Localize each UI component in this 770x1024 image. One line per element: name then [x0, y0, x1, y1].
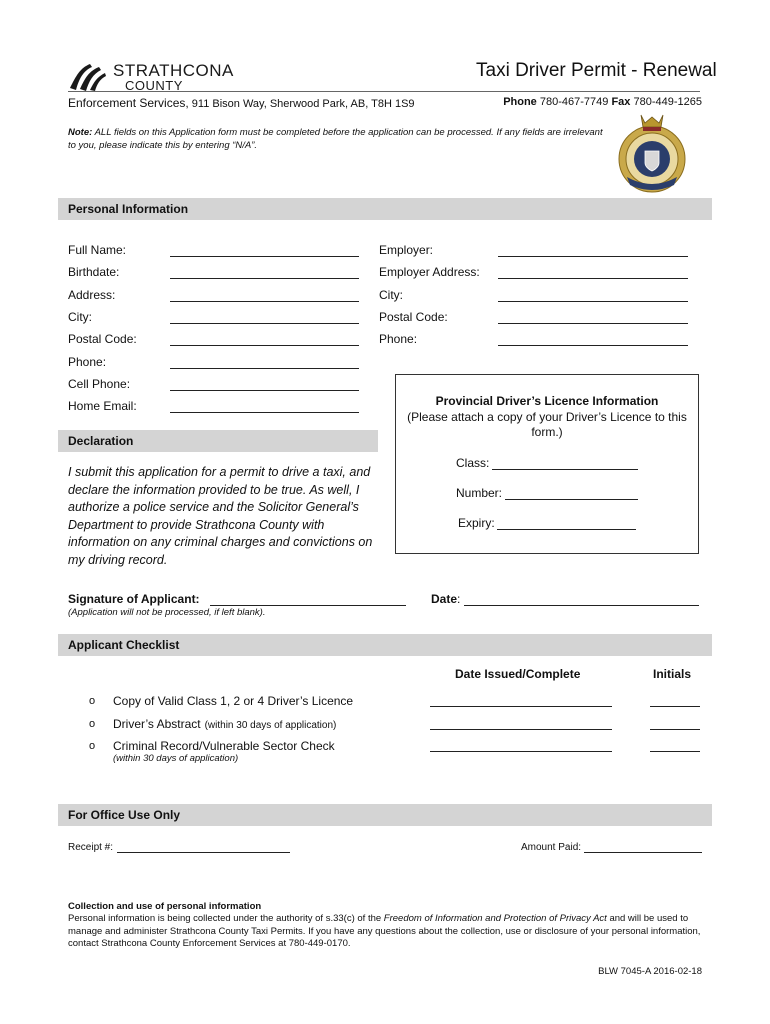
licence-box-title: Provincial Driver’s Licence Information: [435, 394, 659, 408]
collection-text-after: and will be used to manage and administer Strathcona County Taxi Permits. If you have any questions about the collection, use or disclosure of your personal information, contact Strathcona County Enforcement Services at 780-449-0170.: [68, 913, 701, 949]
fax-number: 780-449-1265: [633, 96, 702, 108]
checklist-item-label: Driver’s Abstract: [113, 716, 201, 731]
licence-number-label: Number:: [456, 486, 503, 500]
signature-label: Signature of Applicant:: [68, 592, 200, 606]
employer-field-label: Postal Code:: [379, 309, 448, 324]
collection-heading: Collection and use of personal information: [68, 901, 262, 912]
personal-field-label: Cell Phone:: [68, 376, 131, 391]
checklist-bullet-icon[interactable]: o: [89, 695, 96, 707]
personal-field-input[interactable]: [170, 256, 359, 257]
checklist-item-label: Criminal Record/Vulnerable Sector Check: [113, 739, 335, 753]
checklist-bullet-icon[interactable]: o: [89, 740, 96, 752]
personal-field-label: Full Name:: [68, 243, 127, 257]
checklist-initials-field[interactable]: [650, 706, 700, 707]
licence-number-field[interactable]: [505, 499, 638, 500]
date-label-text: Date: [431, 592, 458, 606]
employer-field-input[interactable]: [498, 278, 688, 279]
office-use-header: For Office Use Only: [58, 804, 712, 826]
note-label: Note:: [68, 127, 93, 138]
amount-paid-field[interactable]: [584, 852, 702, 853]
date-label-colon: :: [457, 592, 461, 606]
employer-field-input[interactable]: [498, 345, 688, 346]
personal-field-input[interactable]: [170, 278, 359, 279]
strathcona-logo-icon: [68, 62, 106, 92]
declaration-header: Declaration: [58, 430, 378, 452]
licence-expiry-field[interactable]: [497, 529, 636, 530]
personal-field-input[interactable]: [170, 412, 359, 413]
collection-text: [68, 913, 708, 951]
employer-field-input[interactable]: [498, 301, 688, 302]
declaration-text: I submit this application for a permit to drive a taxi, and declare the information provided to be true. As well, I authorize a police service and the Solicitor General’s Department to provide Strathcona County with information on any criminal charges and convictions on my driving record.: [68, 465, 373, 567]
personal-info-header: Personal Information: [58, 198, 712, 220]
personal-field-input[interactable]: [170, 301, 359, 302]
licence-box-subtitle: (Please attach a copy of your Driver’s Licence to this form.): [407, 410, 687, 439]
personal-field-input[interactable]: [170, 368, 359, 369]
licence-expiry-label: Expiry:: [458, 516, 495, 530]
collection-text-before: Personal information is being collected under the authority of s.33(c) of the: [68, 913, 382, 924]
employer-field-label: Employer Address:: [379, 265, 480, 280]
date-label: [431, 592, 460, 606]
date-issued-column-header: Date Issued/Complete: [455, 667, 581, 681]
checklist-date-field[interactable]: [430, 706, 612, 707]
checklist-initials-field[interactable]: [650, 751, 700, 752]
receipt-label: Receipt #:: [68, 842, 114, 853]
instruction-note: [68, 126, 608, 152]
date-field[interactable]: [464, 605, 699, 606]
checklist-date-field[interactable]: [430, 751, 612, 752]
form-code: BLW 7045-A 2016-02-18: [598, 966, 702, 977]
act-name: Freedom of Information and Protection of Privacy Act: [383, 913, 607, 924]
org-subname: COUNTY: [125, 78, 183, 93]
checklist-initials-field[interactable]: [650, 729, 700, 730]
form-title: Taxi Driver Permit - Renewal: [476, 60, 717, 81]
note-text: ALL fields on this Application form must be completed before the application can be processed. If any fields are irrelevant to you, please indicate this by entering “N/A”.: [68, 127, 603, 151]
personal-field-label: Address:: [68, 287, 116, 302]
employer-field-input[interactable]: [498, 323, 688, 324]
checklist-item-note: (within 30 days of application): [113, 753, 239, 764]
signature-field[interactable]: [210, 605, 406, 606]
department-name: Enforcement Services,: [68, 96, 189, 110]
checklist-header: Applicant Checklist: [58, 634, 712, 656]
contact-numbers: [503, 96, 702, 108]
checklist-date-field[interactable]: [430, 729, 612, 730]
header-divider: [68, 91, 700, 92]
street-address: 911 Bison Way, Sherwood Park, AB, T8H 1S9: [191, 98, 415, 110]
checklist-item: [113, 739, 335, 753]
checklist-item-label: Copy of Valid Class 1, 2 or 4 Driver’s Licence: [113, 694, 354, 708]
personal-field-label: City:: [68, 309, 92, 324]
personal-field-label: Birthdate:: [68, 265, 120, 280]
employer-field-label: Employer:: [379, 243, 434, 257]
employer-field-input[interactable]: [498, 256, 688, 257]
checklist-item-suffix: (within 30 days of application): [204, 719, 337, 731]
personal-field-input[interactable]: [170, 390, 359, 391]
personal-field-label: Phone:: [68, 354, 107, 369]
initials-column-header: Initials: [653, 667, 692, 681]
org-name: STRATHCONA: [113, 61, 234, 80]
personal-field-label: Home Email:: [68, 399, 137, 414]
phone-label: Phone: [503, 96, 537, 108]
employer-field-label: City:: [379, 287, 403, 302]
licence-class-label: Class:: [456, 456, 490, 470]
personal-field-label: Postal Code:: [68, 332, 137, 347]
amount-paid-label: Amount Paid:: [521, 842, 582, 853]
checklist-item: [113, 694, 353, 708]
department-address: [68, 96, 415, 110]
signature-note: (Application will not be processed, if left blank).: [68, 607, 266, 618]
licence-class-field[interactable]: [492, 469, 638, 470]
fax-label: Fax: [611, 96, 631, 108]
personal-field-input[interactable]: [170, 323, 359, 324]
enforcement-crest-icon: [615, 111, 689, 195]
employer-field-label: Phone:: [379, 332, 418, 347]
receipt-field[interactable]: [117, 852, 290, 853]
checklist-bullet-icon[interactable]: o: [89, 717, 96, 730]
phone-number: 780-467-7749: [539, 96, 609, 108]
checklist-item: [113, 717, 336, 731]
personal-field-input[interactable]: [170, 345, 359, 346]
